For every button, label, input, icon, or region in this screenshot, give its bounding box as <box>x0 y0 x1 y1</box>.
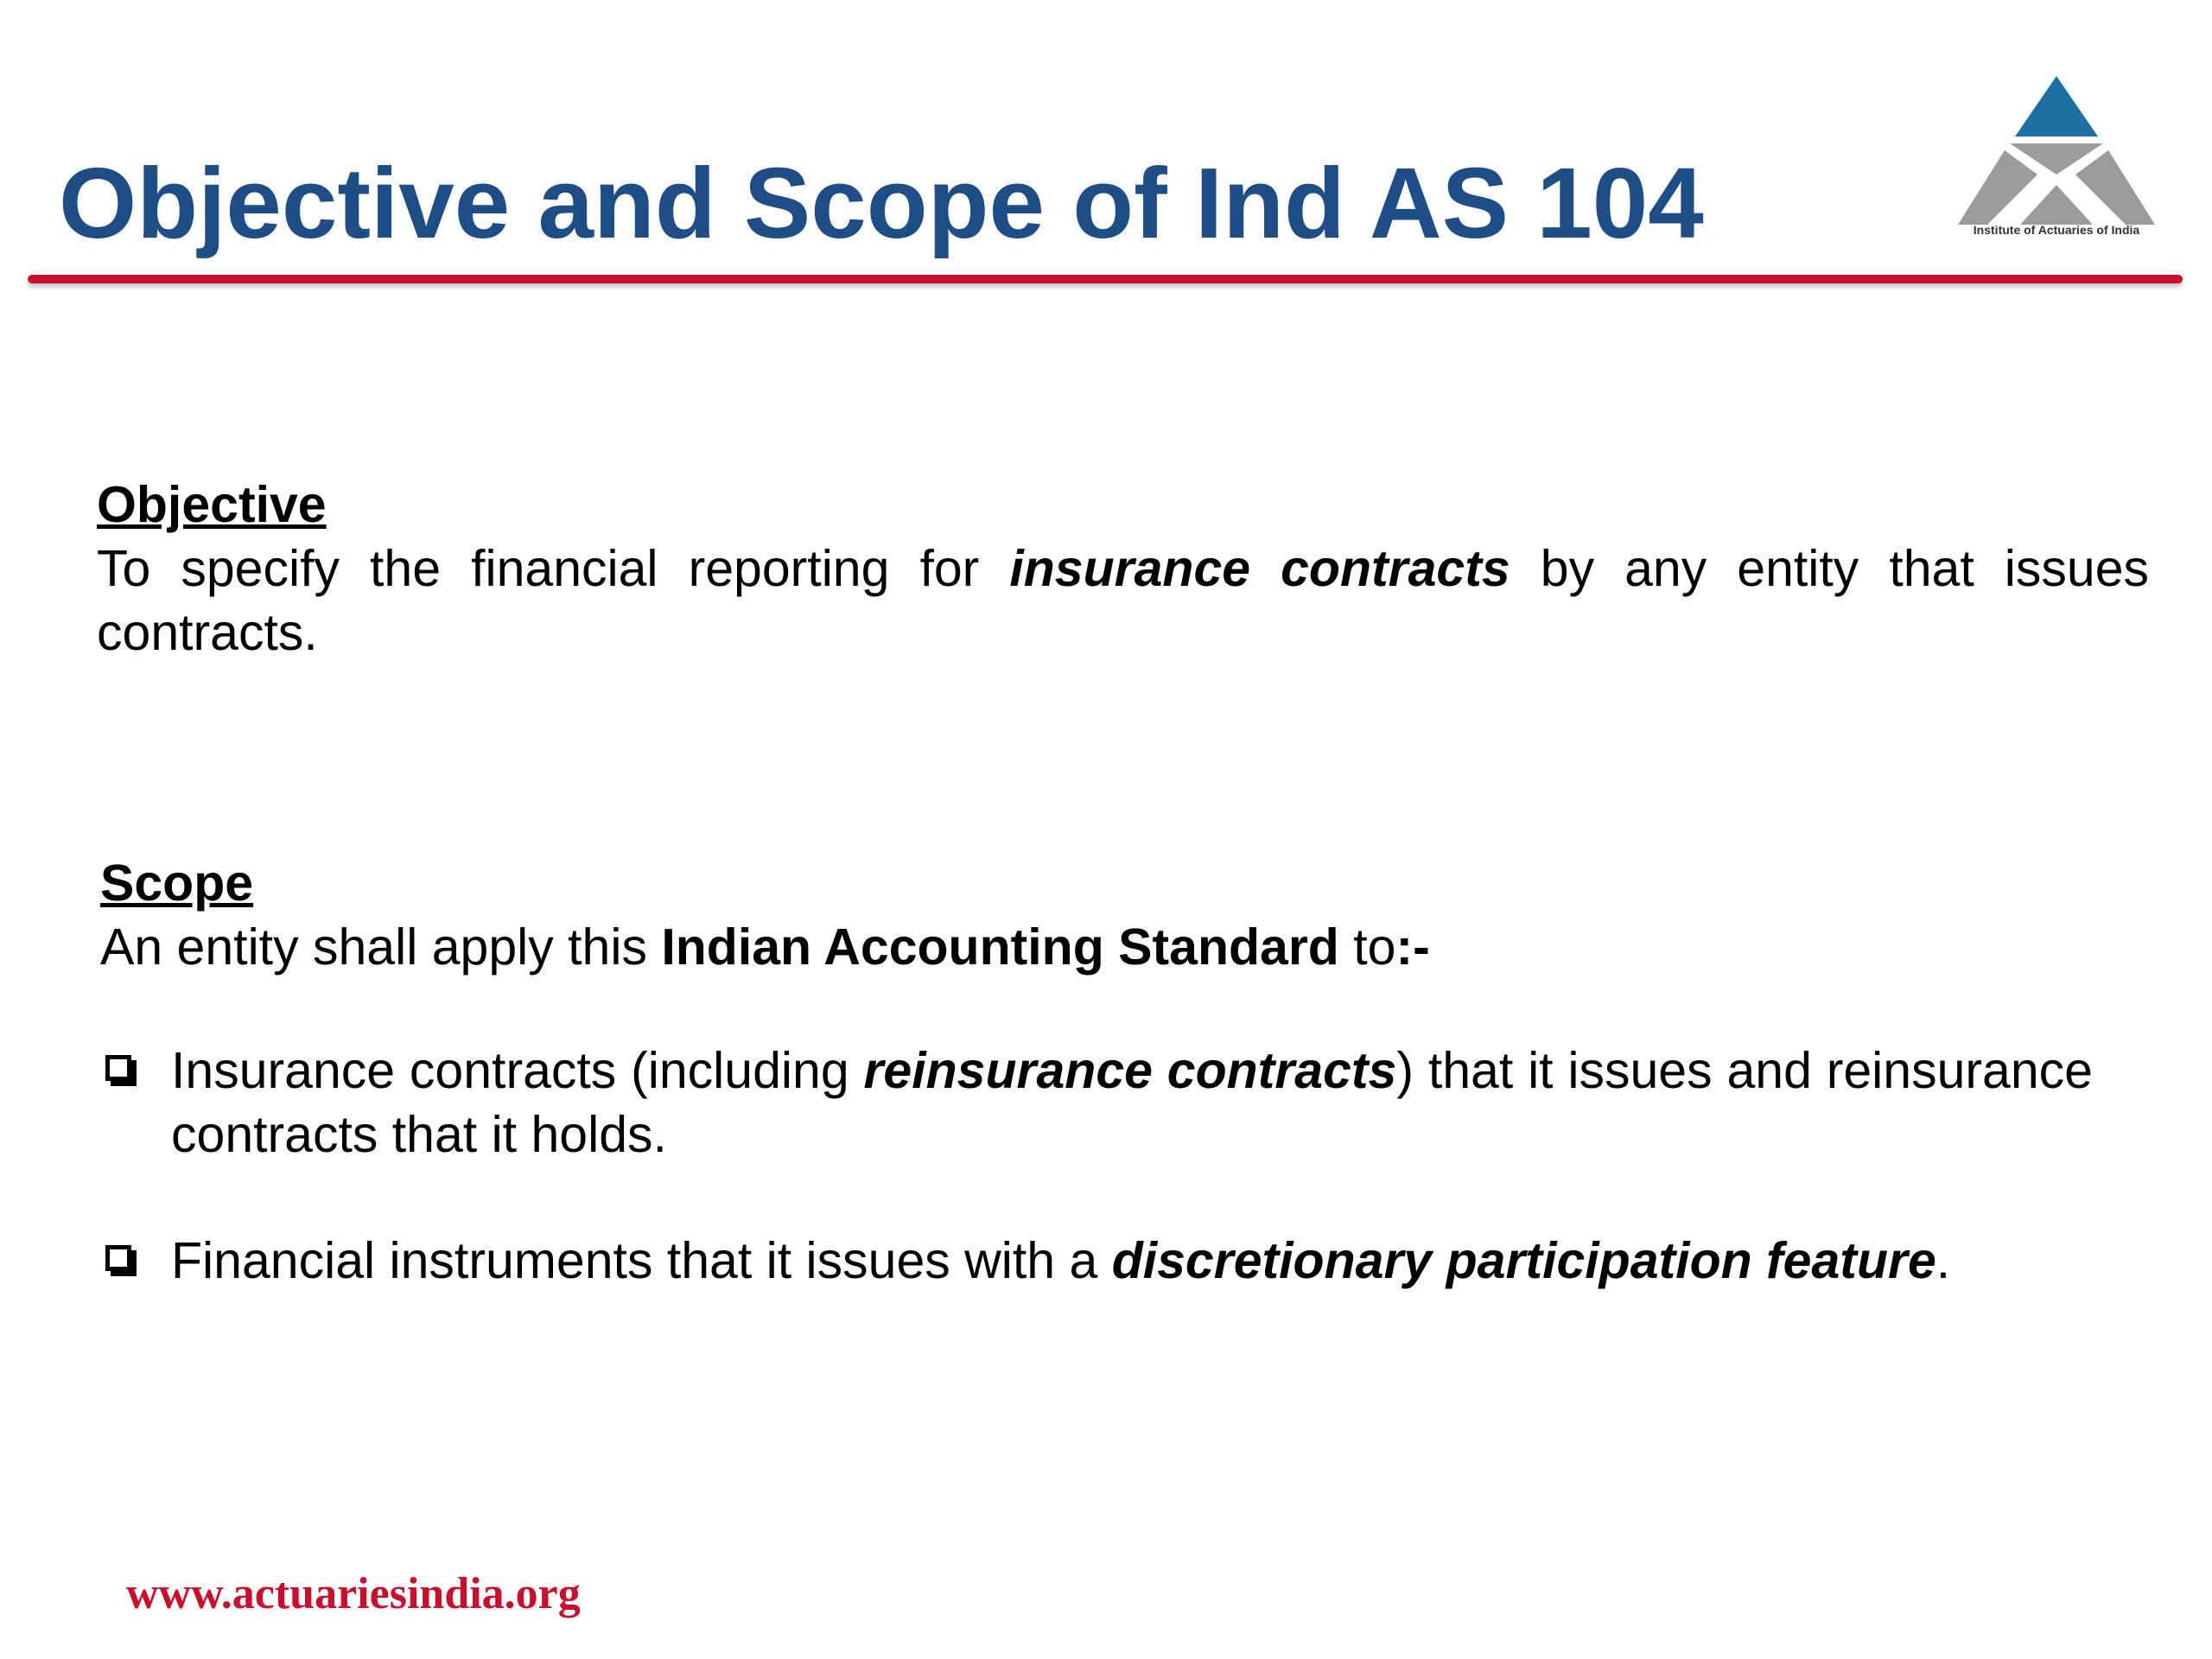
logo-caption: Institute of Actuaries of India <box>1973 223 2140 237</box>
objective-section <box>97 473 2149 664</box>
scope-bullet-1 <box>105 1039 2093 1166</box>
institute-logo <box>1953 69 2160 242</box>
bullet-1-start: Insurance contracts (including <box>171 1042 864 1099</box>
scope-heading: Scope <box>100 855 254 912</box>
objective-text-start: To specify the financial reporting for <box>97 540 1010 597</box>
checkbox-bullet-icon <box>105 1245 131 1271</box>
logo-triangles-icon <box>1953 69 2160 229</box>
scope-intro-standard: Indian Accounting Standard <box>661 918 1339 976</box>
bullet-2-emphasis: discretionary participation feature <box>1111 1232 1936 1289</box>
bullet-2-start: Financial instruments that it issues with a <box>171 1232 1112 1289</box>
bullet-2-end: . <box>1936 1232 1951 1289</box>
bullet-1-emphasis: reinsurance contracts <box>863 1042 1397 1099</box>
slide-title: Objective and Scope of Ind AS 104 <box>59 147 1704 259</box>
objective-emphasis: insurance contracts <box>1009 540 1510 597</box>
scope-section <box>100 851 2105 979</box>
scope-intro <box>100 915 2105 979</box>
objective-heading: Objective <box>97 476 327 533</box>
title-divider <box>28 275 2183 283</box>
scope-intro-mid: to <box>1338 918 1396 976</box>
scope-bullet-2 <box>105 1229 2093 1293</box>
bullet-1-end: ) that it issues and reinsurance contracts that it holds. <box>171 1042 2093 1163</box>
scope-intro-start: An entity shall apply this <box>100 918 662 976</box>
objective-text-end: by any entity that issues contracts. <box>97 540 2150 661</box>
objective-text <box>97 537 2149 664</box>
scope-intro-end: :- <box>1395 918 1430 976</box>
footer-website-link[interactable]: www.actuariesindia.org <box>126 1569 581 1618</box>
checkbox-bullet-icon <box>105 1055 131 1081</box>
